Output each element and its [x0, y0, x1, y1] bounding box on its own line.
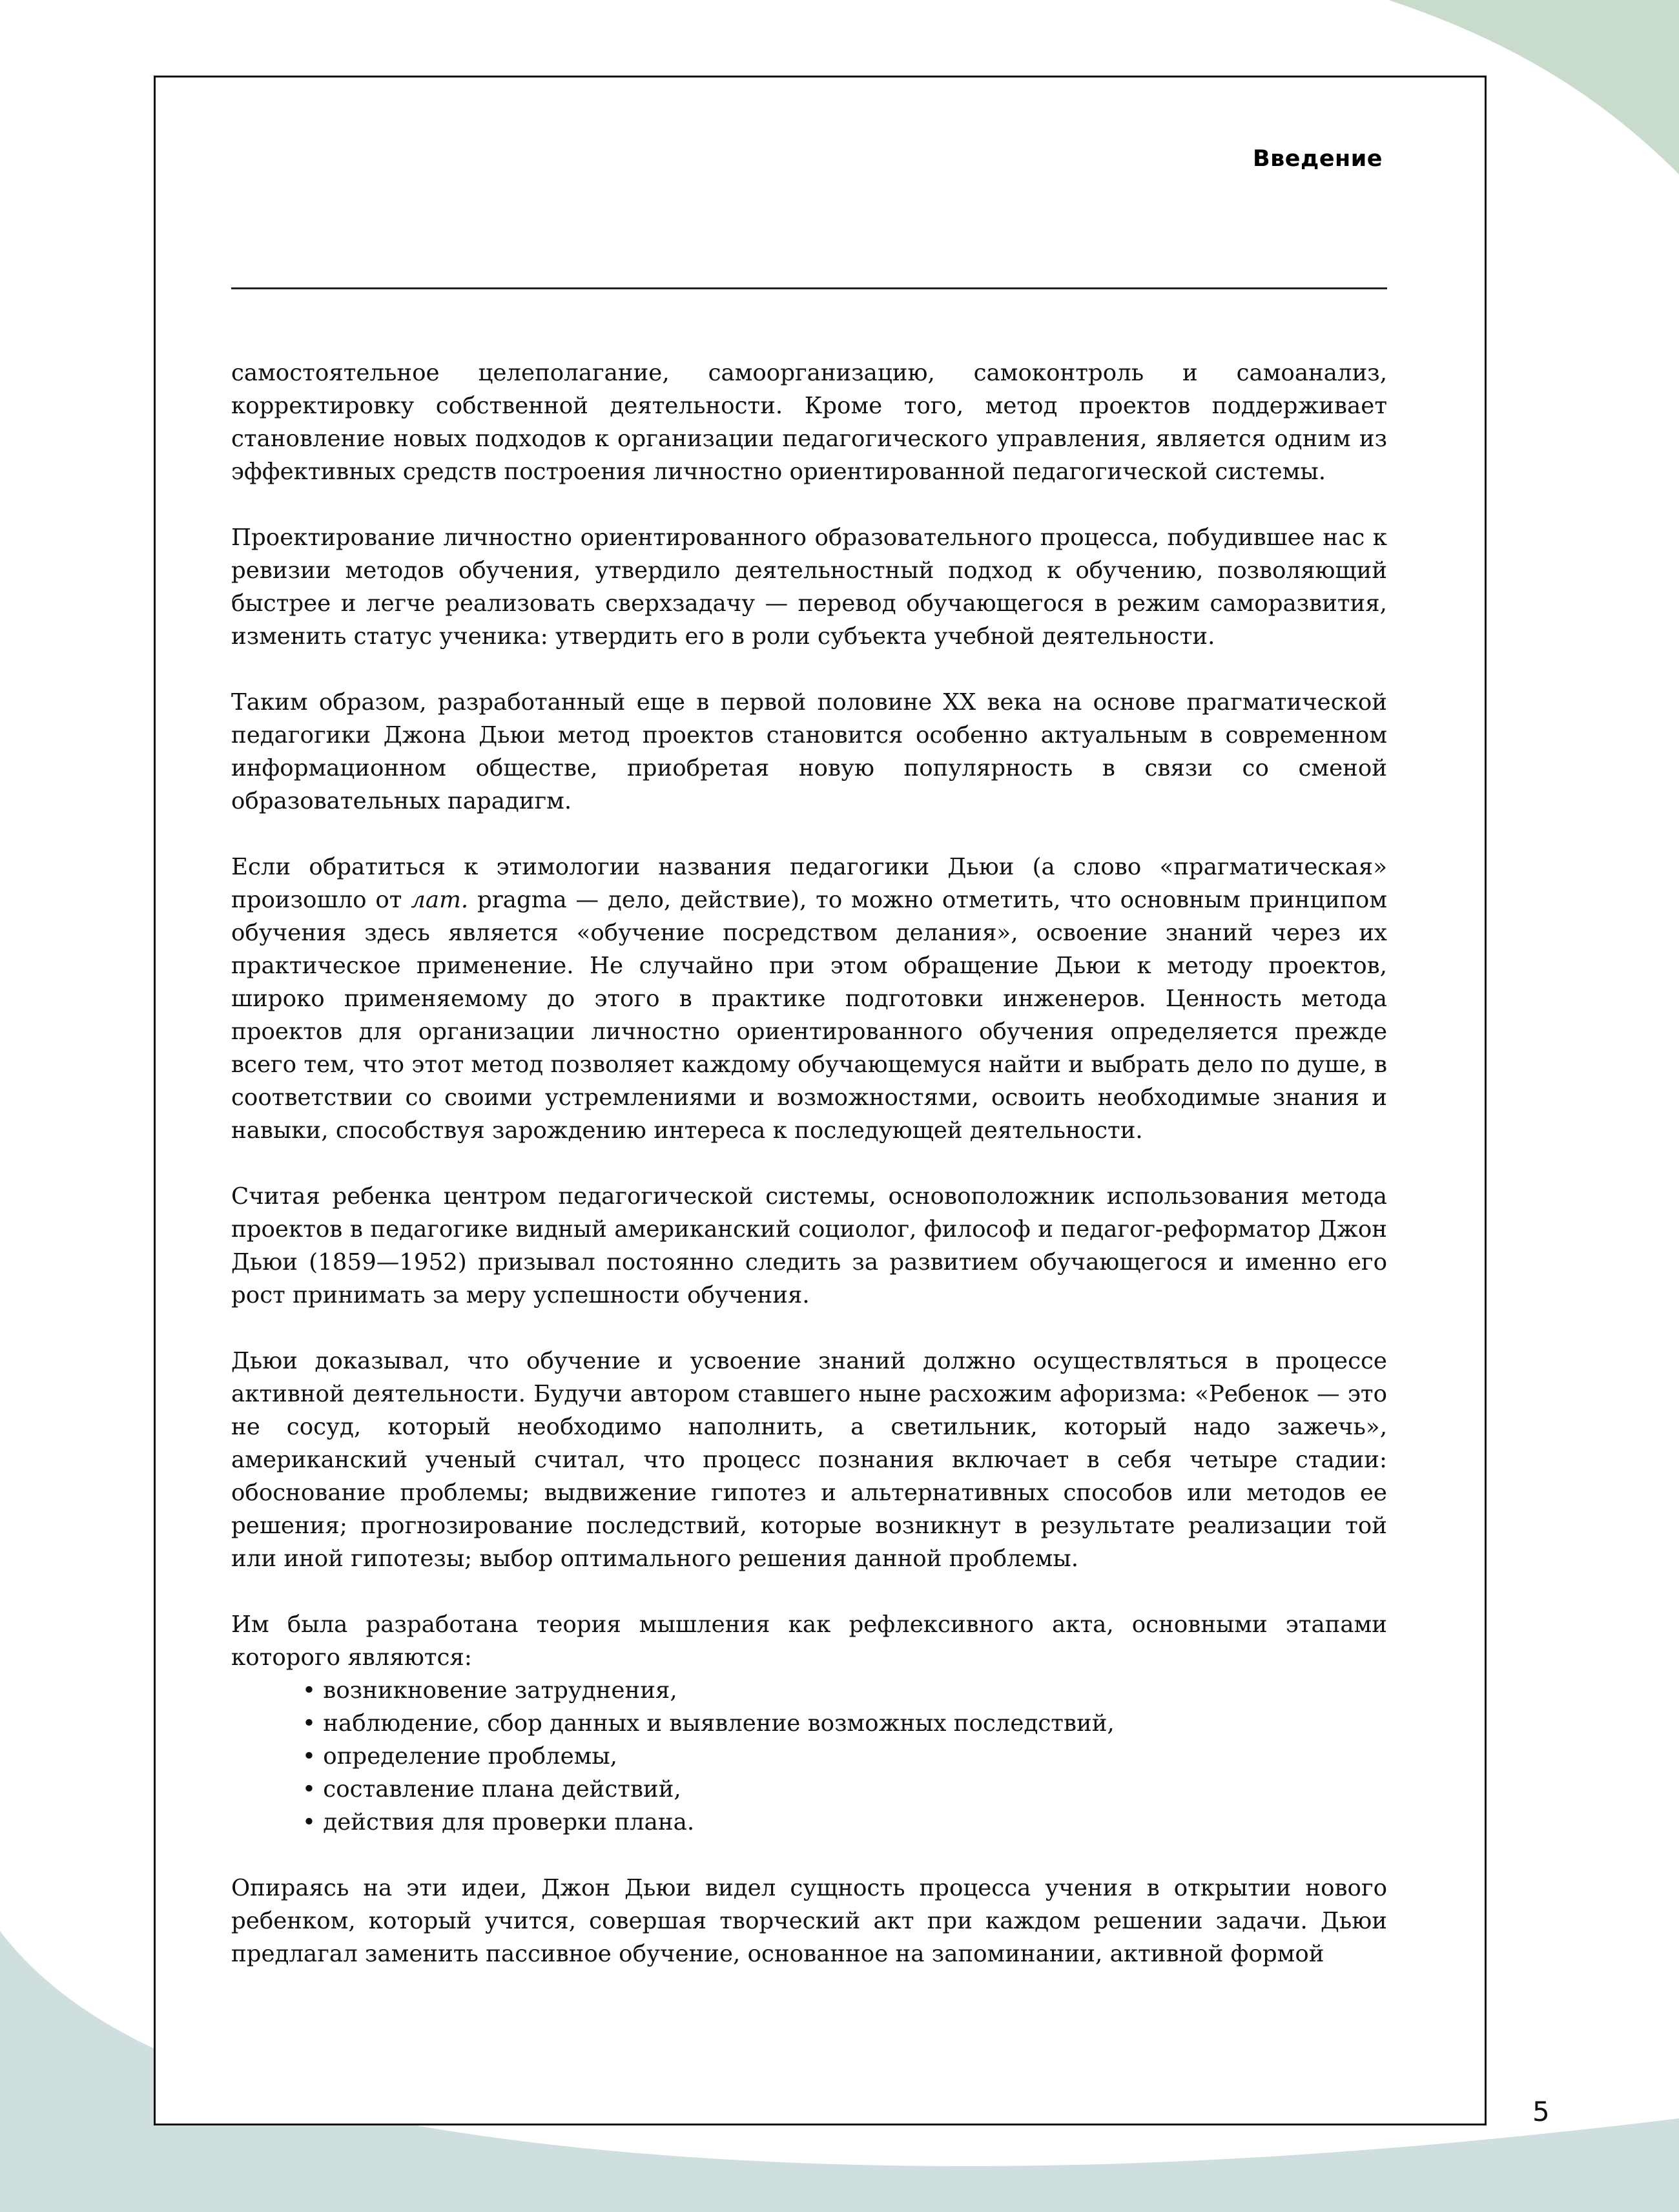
- header-rule: [231, 287, 1387, 289]
- list-item: • составление плана действий,: [302, 1773, 1387, 1806]
- page-frame: [154, 76, 1487, 2125]
- list-item: • наблюдение, сбор данных и выявление возможных последствий,: [302, 1707, 1387, 1740]
- list-item: • возникновение затруднения,: [302, 1674, 1387, 1707]
- paragraph-1: самостоятельное целеполагание, самоорганизацию, самоконтроль и самоанализ, корректировку собственной деятельности. Кроме того, метод проектов поддерживает становление новых подходов к организации педагогического управления, является одним из эффективных средств построения личностно ориентированной педагогической системы.: [231, 360, 1387, 485]
- paragraph-3: Таким образом, разработанный еще в первой половине XX века на основе прагматической педагогики Джона Дьюи метод проектов становится особенно актуальным в современном информационном обществе, приобретая новую популярность в связи со сменой образовательных парадигм.: [231, 689, 1387, 814]
- running-head: Введение: [1252, 146, 1383, 172]
- list-item: • действия для проверки плана.: [302, 1806, 1387, 1839]
- paragraph-2: Проектирование личностно ориентированного образовательного процесса, побудившее нас к ревизии методов обучения, утвердило деятельностный подход к обучению, позволяющий быстрее и легче реализовать сверхзадачу — перевод обучающегося в режим саморазвития, изменить статус ученика: утвердить его в роли субъекта учебной деятельности.: [231, 524, 1387, 650]
- list-item: • определение проблемы,: [302, 1740, 1387, 1773]
- body-text: [231, 357, 1387, 2003]
- list-intro: Им была разработана теория мышления как рефлексивного акта, основными этапами которого являются:: [231, 1611, 1387, 1671]
- paragraph-final: Опираясь на эти идеи, Джон Дьюи видел сущность процесса учения в открытии нового ребенком, который учится, совершая творческий акт при каждом решении задачи. Дьюи предлагал заменить пассивное обучение, основанное на запоминании, активной формой: [231, 1875, 1387, 1967]
- paragraph-5: Считая ребенка центром педагогической системы, основоположник использования метода проектов в педагогике видный американский социолог, философ и педагог-реформатор Джон Дьюи (1859—1952) призывал постоянно следить за развитием обучающегося и именно его рост принимать за меру успешности обучения.: [231, 1183, 1387, 1308]
- etymology-text-start: Если обратиться к этимологии названия педагогики Дьюи (а слово «прагматическая» произошло от: [231, 854, 1387, 913]
- etymology-abbreviation: лат.: [411, 887, 469, 913]
- stages-list: [231, 1674, 1387, 1839]
- page-number: 5: [1532, 2096, 1550, 2127]
- paragraph-6: Дьюи доказывал, что обучение и усвоение знаний должно осуществляться в процессе активной деятельности. Будучи автором ставшего ныне расхожим афоризма: «Ребенок — это не сосуд, который необходимо наполнить, а светильник, который надо зажечь», американский ученый считал, что процесс познания включает в себя четыре стадии: обоснование проблемы; выдвижение гипотез и альтернативных способов или методов ее решения; прогнозирование последствий, которые возникнут в результате реализации той или иной гипотезы; выбор оптимального решения данной проблемы.: [231, 1348, 1387, 1572]
- paragraph-etymology: [231, 851, 1387, 1147]
- etymology-text-end: pragma — дело, действие), то можно отметить, что основным принципом обучения здесь является «обучение посредством делания», освоение знаний через их практическое применение. Не случайно при этом обращение Дьюи к методу проектов, широко применяемому до этого в практике подготовки инженеров. Ценность метода проектов для организации личностно ориентированного обучения определяется прежде всего тем, что этот метод позволяет каждому обучающемуся найти и выбрать дело по душе, в соответствии со своими устремлениями и возможностями, освоить необходимые знания и навыки, способствуя зарождению интереса к последующей деятельности.: [231, 887, 1387, 1144]
